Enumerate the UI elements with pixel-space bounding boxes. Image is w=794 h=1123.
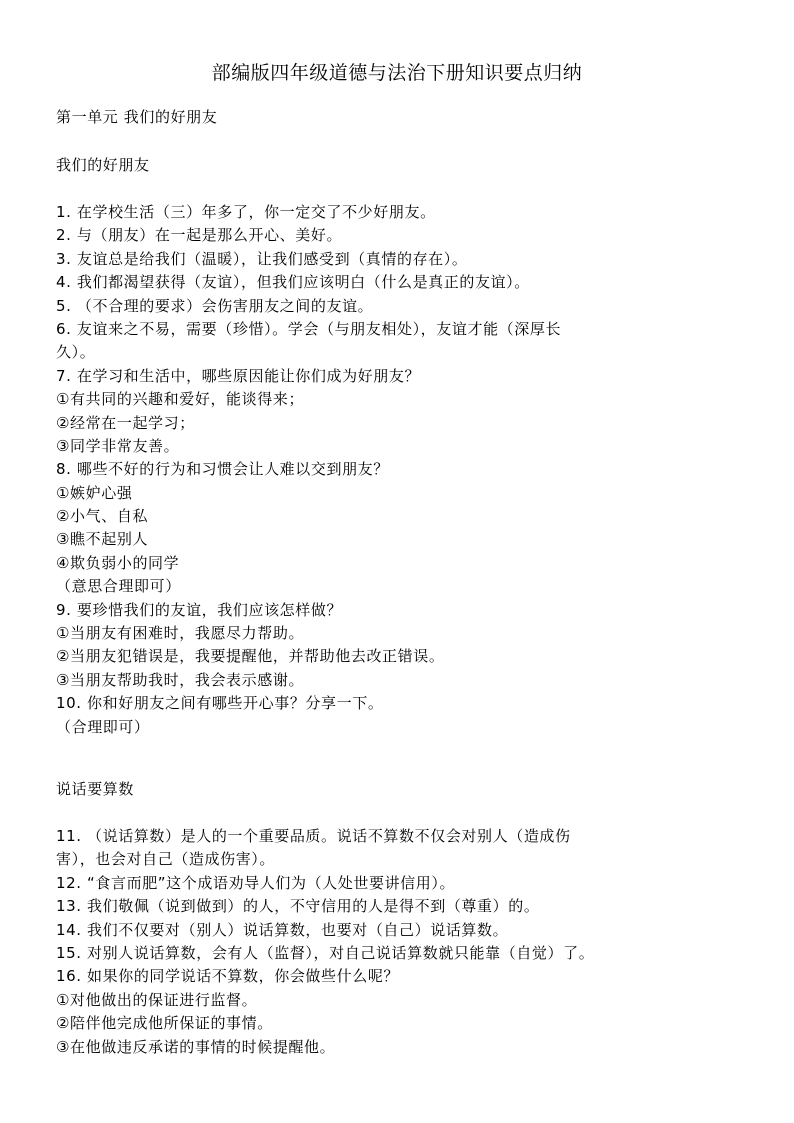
text-line: （合理即可） — [56, 717, 150, 736]
section-keep-word-body — [56, 825, 756, 1059]
text-line: ①当朋友有困难时，我愿尽力帮助。 — [56, 624, 305, 643]
text-line: 10. 你和好朋友之间有哪些开心事？分享一下。 — [56, 694, 384, 713]
text-line: （意思合理即可） — [56, 577, 181, 596]
text-line: ①有共同的兴趣和爱好，能谈得来； — [56, 390, 305, 409]
text-line: 2. 与（朋友）在一起是那么开心、美好。 — [56, 226, 343, 245]
text-line: 害），也会对自己（造成伤害）。 — [56, 850, 276, 869]
text-line: ③当朋友帮助我时，我会表示感谢。 — [56, 670, 305, 689]
text-line: 15. 对别人说话算数，会有人（监督），对自己说话算数就只能靠（自觉）了。 — [56, 943, 595, 962]
text-line: 6. 友谊来之不易，需要（珍惜）。学会（与朋友相处），友谊才能（深厚长 — [56, 319, 562, 338]
text-line: 16. 如果你的同学说话不算数，你会做些什么呢？ — [56, 967, 400, 986]
section-good-friends-body — [56, 201, 756, 739]
text-line: ①对他做出的保证进行监督。 — [56, 990, 258, 1009]
text-line: ②陪伴他完成他所保证的事情。 — [56, 1014, 273, 1033]
text-line: 久）。 — [56, 343, 96, 362]
text-line: 3. 友谊总是给我们（温暖），让我们感受到（真情的存在）。 — [56, 249, 468, 268]
text-line: ②小气、自私 — [56, 507, 149, 526]
text-line: 4. 我们都渴望获得（友谊），但我们应该明白（什么是真正的友谊）。 — [56, 273, 530, 292]
text-line: ③瞧不起别人 — [56, 530, 149, 549]
text-line: 1. 在学校生活（三）年多了，你一定交了不少好朋友。 — [56, 203, 436, 221]
text-line: 13. 我们敬佩（说到做到）的人，不守信用的人是得不到（尊重）的。 — [56, 897, 540, 916]
text-line: ②经常在一起学习； — [56, 413, 195, 432]
text-line: 7. 在学习和生活中，哪些原因能让你们成为好朋友？ — [56, 366, 421, 385]
text-line: ①嫉妒心强 — [56, 483, 133, 502]
text-line: ③在他做违反承诺的事情的时候提醒他。 — [56, 1037, 336, 1056]
text-line: ③同学非常友善。 — [56, 436, 180, 455]
text-line: 5. （不合理的要求）会伤害朋友之间的友谊。 — [56, 296, 374, 315]
text-line: 9. 要珍惜我们的友谊，我们应该怎样做？ — [56, 600, 343, 619]
text-line: 14. 我们不仅要对（别人）说话算数，也要对（自己）说话算数。 — [56, 920, 509, 939]
text-line: ④欺负弱小的同学 — [56, 553, 180, 572]
text-line: 8. 哪些不好的行为和习惯会让人难以交到朋友？ — [56, 460, 389, 479]
text-line: 12. “食言而肥”这个成语劝导人们为（人处世要讲信用）。 — [56, 873, 456, 892]
text-line: ②当朋友犯错误是，我要提醒他，并帮助他去改正错误。 — [56, 647, 445, 666]
section-heading-good-friends: 我们的好朋友 — [56, 156, 150, 174]
section-heading-keep-word: 说话要算数 — [56, 780, 135, 798]
unit-heading: 第一单元 我们的好朋友 — [56, 108, 218, 126]
text-line: 11. （说话算数）是人的一个重要品质。说话不算数不仅会对别人（造成伤 — [56, 827, 571, 845]
document-title: 部编版四年级道德与法治下册知识要点归纳 — [211, 62, 583, 84]
